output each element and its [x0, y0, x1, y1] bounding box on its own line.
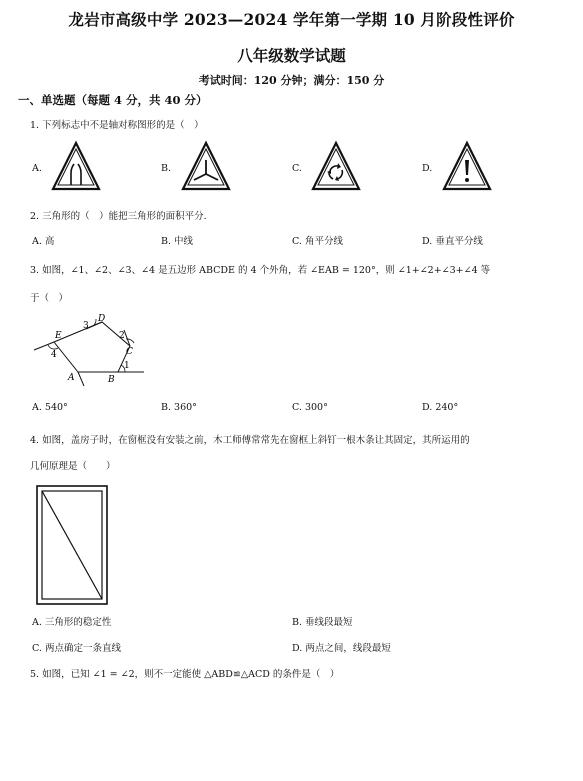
circular-arrows-sign-icon	[310, 140, 362, 192]
q4-option-c: C. 两点确定一条直线	[32, 643, 121, 654]
exclamation-warning-sign-icon	[441, 140, 493, 192]
q2-stem: 2. 三角形的（ ）能把三角形的面积平分.	[30, 211, 207, 222]
q3-option-c: C. 300°	[292, 402, 328, 413]
label-4: 4	[51, 350, 57, 360]
exam-title: 龙岩市高级中学 2023—2024 学年第一学期 10 月阶段性评价	[68, 10, 515, 29]
label-B: B	[108, 375, 115, 385]
q4-option-d: D. 两点之间，线段最短	[292, 643, 391, 654]
label-C: C	[126, 347, 133, 357]
q1-option-d-label: D.	[422, 163, 433, 174]
exam-subtitle: 八年级数学试题	[237, 46, 346, 65]
q1-stem: 1. 下列标志中不是轴对称图形的是（ ）	[30, 120, 204, 131]
q4-option-a: A. 三角形的稳定性	[32, 617, 112, 628]
q2-option-b: B. 中线	[161, 236, 194, 247]
q4-option-b: B. 垂线段最短	[292, 617, 353, 628]
pentagon-figure	[30, 312, 160, 392]
q1-option-a-label: A.	[32, 163, 42, 174]
window-frame-figure	[36, 485, 108, 605]
q1-option-c-label: C.	[292, 163, 302, 174]
q1-option-b-label: B.	[161, 163, 172, 174]
exam-info: 考试时间：120 分钟；满分：150 分	[198, 74, 385, 87]
label-E: E	[55, 331, 62, 341]
q3-option-d: D. 240°	[422, 402, 459, 413]
q3-option-b: B. 360°	[161, 402, 197, 413]
q3-stem-line1: 3. 如图，∠1、∠2、∠3、∠4 是五边形 ABCDE 的 4 个外角，若 ∠EAB = 120°，则 ∠1+∠2+∠3+∠4 等	[30, 265, 491, 276]
section-heading: 一、单选题（每题 4 分，共 40 分）	[18, 93, 208, 107]
q3-option-a: A. 540°	[32, 402, 68, 413]
q2-option-c: C. 角平分线	[292, 236, 343, 247]
label-2: 2	[119, 331, 125, 341]
label-D: D	[98, 314, 106, 324]
q4-stem-line2: 几何原理是（ ）	[30, 461, 116, 472]
narrowing-road-sign-icon	[50, 140, 102, 192]
q4-stem-line1: 4. 如图，盖房子时，在窗框没有安装之前，木工师傅常常先在窗框上斜钉一根木条让其固定，其所运用的	[30, 435, 470, 446]
label-3: 3	[83, 321, 89, 331]
q2-option-a: A. 高	[32, 236, 55, 247]
label-A: A	[68, 373, 75, 383]
roundabout-triangle-sign-icon	[180, 140, 232, 192]
q2-option-d: D. 垂直平分线	[422, 236, 483, 247]
q3-stem-line2: 于（ ）	[30, 293, 69, 304]
q5-stem: 5. 如图，已知 ∠1 = ∠2，则不一定能使 △ABD≌△ACD 的条件是（ ）	[30, 669, 340, 680]
label-1: 1	[124, 361, 130, 371]
